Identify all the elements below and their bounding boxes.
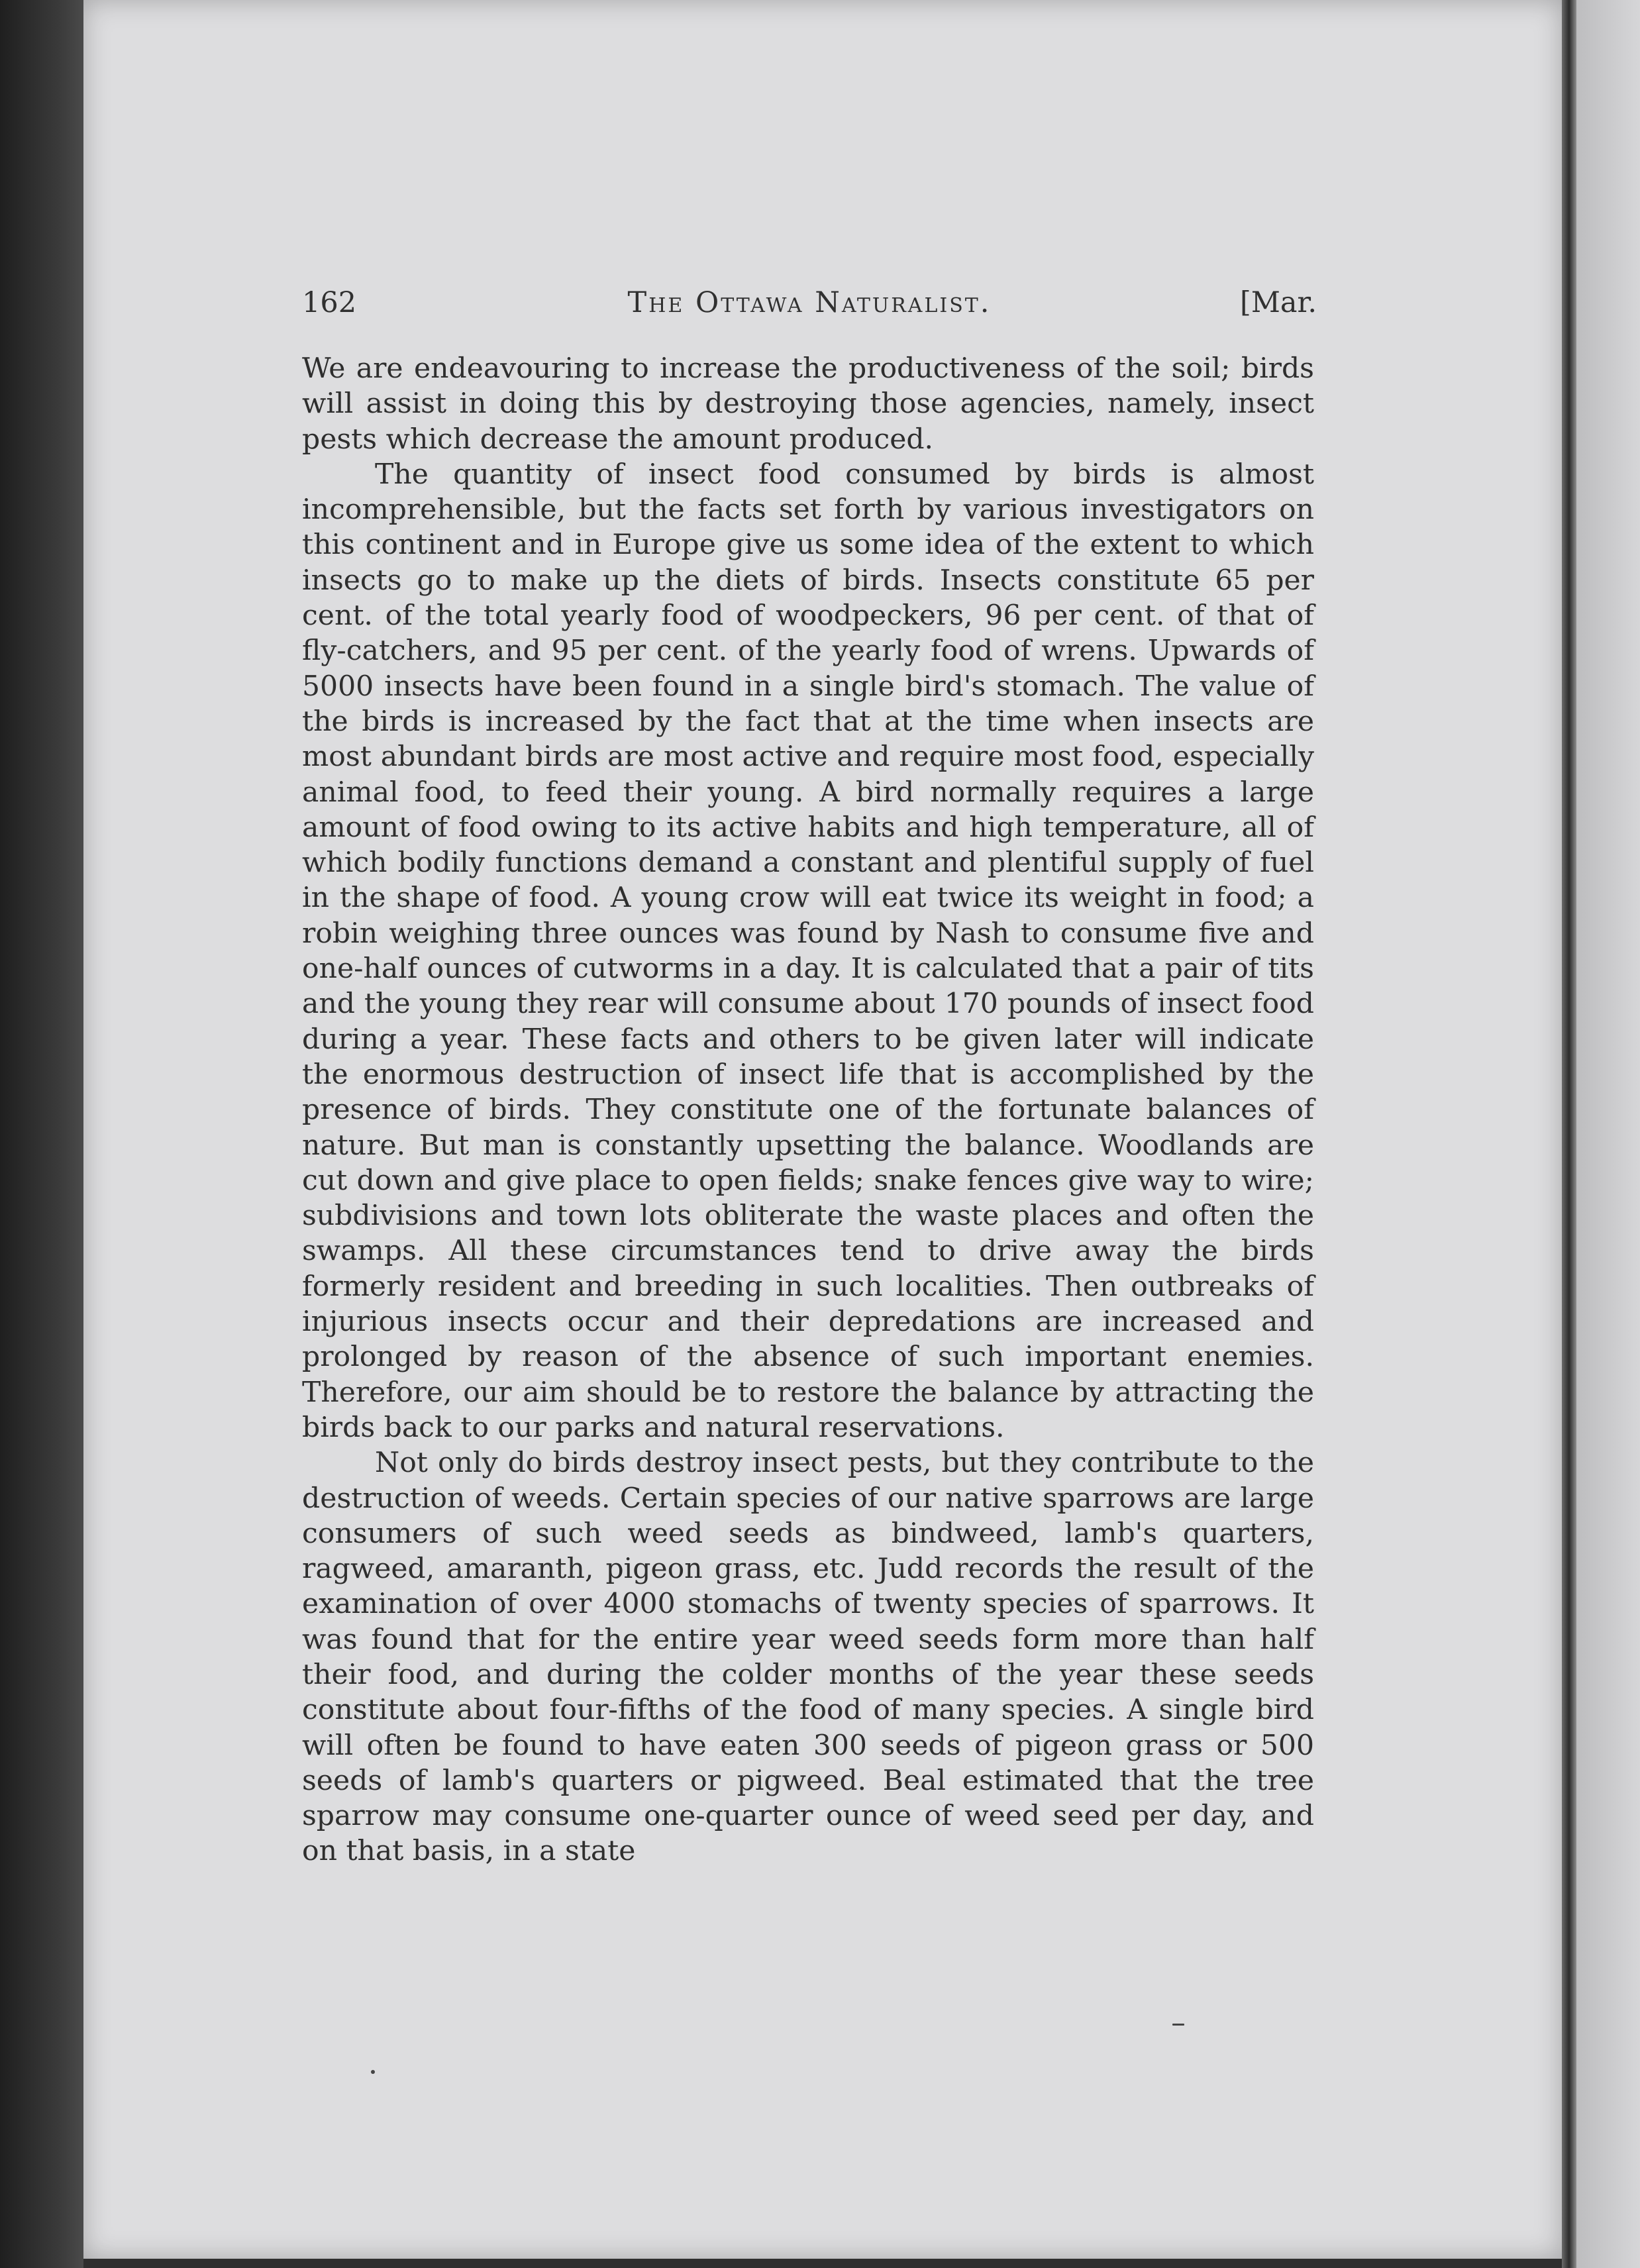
scan-mark: [1172, 2024, 1184, 2026]
page-number: 162: [302, 286, 357, 319]
scan-speck: [371, 2070, 375, 2074]
adjacent-page-edge: [1576, 0, 1640, 2268]
body-text: [302, 351, 1314, 1869]
journal-title: The Ottawa Naturalist.: [627, 286, 992, 319]
running-header: [302, 273, 1317, 333]
issue-month: [Mar.: [1240, 286, 1317, 319]
page-gutter: [1562, 0, 1576, 2268]
paragraph-1: We are endeavouring to increase the productiveness of the soil; birds will assist in doing this by destroying those agencies, namely, insect pests which decrease the amount produced.: [302, 352, 1314, 456]
paragraph-2: The quantity of insect food consumed by birds is almost incomprehensible, but the facts set forth by various investigators on this continent and in Europe give us some idea of the extent to which insects go to make up the diets of birds. Insects constitute 65 per cent. of the total yearly food of woodpeckers, 96 per cent. of that of fly-catchers, and 95 per cent. of the yearly food of wrens. Upwards of 5000 insects have been found in a single bird's stomach. The value of the birds is increased by the fact that at the time when insects are most abundant birds are most active and require most food, especially animal food, to feed their young. A bird normally requires a large amount of food owing to its active habits and high temperature, all of which bodily functions demand a constant and plentiful supply of fuel in the shape of food. A young crow will eat twice its weight in food; a robin weighing three ounces was found by Nash to consume five and one-half ounces of cutworms in a day. It is calculated that a pair of tits and the young they rear will consume about 170 pounds of insect food during a year. These facts and others to be given later will indicate the enormous destruction of insect life that is accomplished by the presence of birds. They constitute one of the fortunate balances of nature. But man is constantly upsetting the balance. Woodlands are cut down and give place to open fields; snake fences give way to wire; subdivisions and town lots obliterate the waste places and often the swamps. All these circumstances tend to drive away the birds formerly resident and breeding in such localities. Then outbreaks of injurious insects occur and their depredations are increased and prolonged by reason of the absence of such important enemies. Therefore, our aim should be to restore the balance by attracting the birds back to our parks and natural reservations.: [302, 458, 1314, 1444]
scan-left-edge: [0, 0, 83, 2268]
paragraph-3: Not only do birds destroy insect pests, but they contribute to the destruction of weeds. Certain species of our native sparrows are large consumers of such weed seeds as bindweed, lamb's quarters, ragweed, amaranth, pigeon grass, etc. Judd records the result of the examination of over 4000 stomachs of twenty species of sparrows. It was found that for the entire year weed seeds form more than half their food, and during the colder months of the year these seeds constitute about four-fifths of the food of many species. A single bird will often be found to have eaten 300 seeds of pigeon grass or 500 seeds of lamb's quarters or pigweed. Beal estimated that the tree sparrow may consume one-quarter ounce of weed seed per day, and on that basis, in a state: [302, 1447, 1314, 1868]
